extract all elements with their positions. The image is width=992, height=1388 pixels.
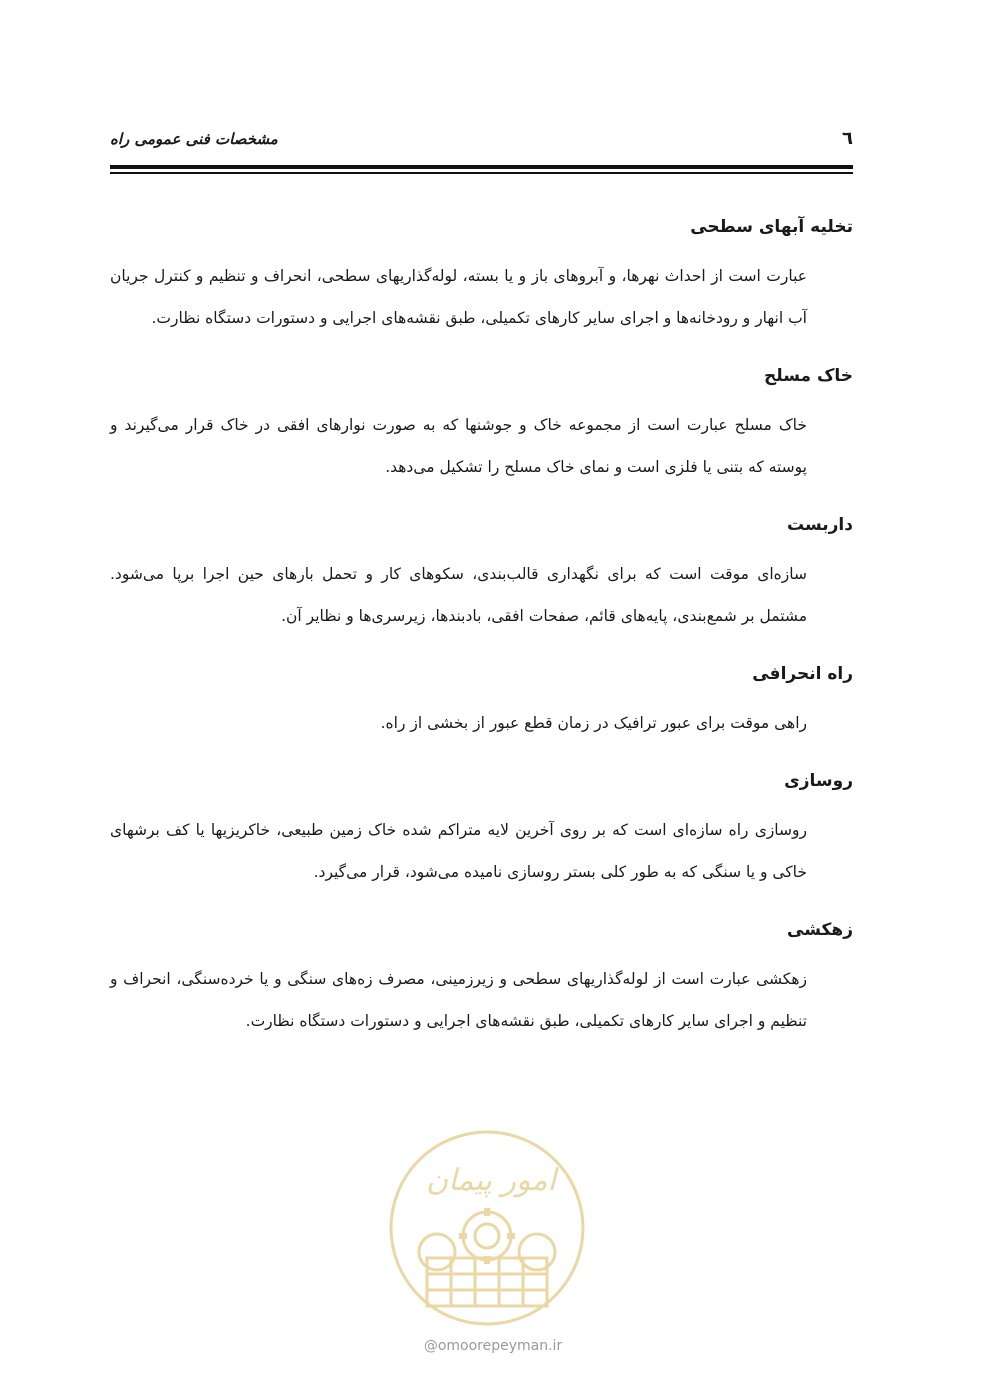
page-header xyxy=(110,128,853,152)
section-heading: روسازی xyxy=(784,771,853,791)
watermark-logo-text: امور پیمان xyxy=(426,1163,556,1198)
section-heading: داربست xyxy=(786,515,853,535)
running-title: مشخصات فنی عمومی راه xyxy=(110,130,278,148)
section-detour-road xyxy=(110,659,853,744)
header-rule-thin xyxy=(110,172,853,174)
section-scaffolding xyxy=(110,510,853,637)
header-rule-thick xyxy=(110,165,853,169)
section-body: زهکشی عبارت است از لوله‌گذاریهای سطحی و زیرزمینی، مصرف زه‌های سنگی و یا خرده‌سنگی، انحراف و تنظیم و اجرای سایر کارهای تکمیلی، طبق نقشه‌های اجرایی و دستورات دستگاه نظارت. xyxy=(110,970,807,1030)
section-subsurface-drainage xyxy=(110,915,853,1042)
page-number: ٦ xyxy=(842,128,853,149)
section-body: روسازی راه سازه‌ای است که بر روی آخرین لایه متراکم شده خاک زمین طبیعی، خاکریزیها یا کف برشهای خاکی و یا سنگی که به طور کلی بستر روسازی نامیده می‌شود، قرار می‌گیرد. xyxy=(110,821,807,881)
watermark-logo xyxy=(387,1128,587,1328)
section-pavement xyxy=(110,766,853,893)
watermark-caption: @omoorepeyman.ir xyxy=(423,1338,563,1354)
section-surface-drainage xyxy=(110,212,853,339)
section-body: عبارت است از احداث نهرها، و آبروهای باز و یا بسته، لوله‌گذاریهای سطحی، انحراف و تنظیم و کنترل جریان آب انهار و رودخانه‌ها و اجرای سایر کارهای تکمیلی، طبق نقشه‌های اجرایی و دستورات دستگاه نظارت. xyxy=(110,267,807,327)
section-heading: خاک مسلح xyxy=(764,366,853,386)
section-body: خاک مسلح عبارت است از مجموعه خاک و جوشنها که به صورت نوارهای افقی در خاک قرار می‌گیرند و پوسته که بتنی یا فلزی است و نمای خاک مسلح را تشکیل می‌دهد. xyxy=(110,416,807,476)
section-heading: تخلیه آبهای سطحی xyxy=(690,217,853,237)
section-heading: راه انحرافی xyxy=(752,664,853,684)
section-body: سازه‌ای موقت است که برای نگهداری قالب‌بندی، سکوهای کار و تحمل بارهای حین اجرا برپا می‌شود. مشتمل بر شمع‌بندی، پایه‌های قائم، صفحات افقی، بادبندها، زیرسری‌ها و نظایر آن. xyxy=(110,565,807,625)
section-body: راهی موقت برای عبور ترافیک در زمان قطع عبور از بخشی از راه. xyxy=(380,714,807,732)
page-content xyxy=(110,212,853,1064)
section-reinforced-soil xyxy=(110,361,853,488)
section-heading: زهکشی xyxy=(787,920,853,940)
